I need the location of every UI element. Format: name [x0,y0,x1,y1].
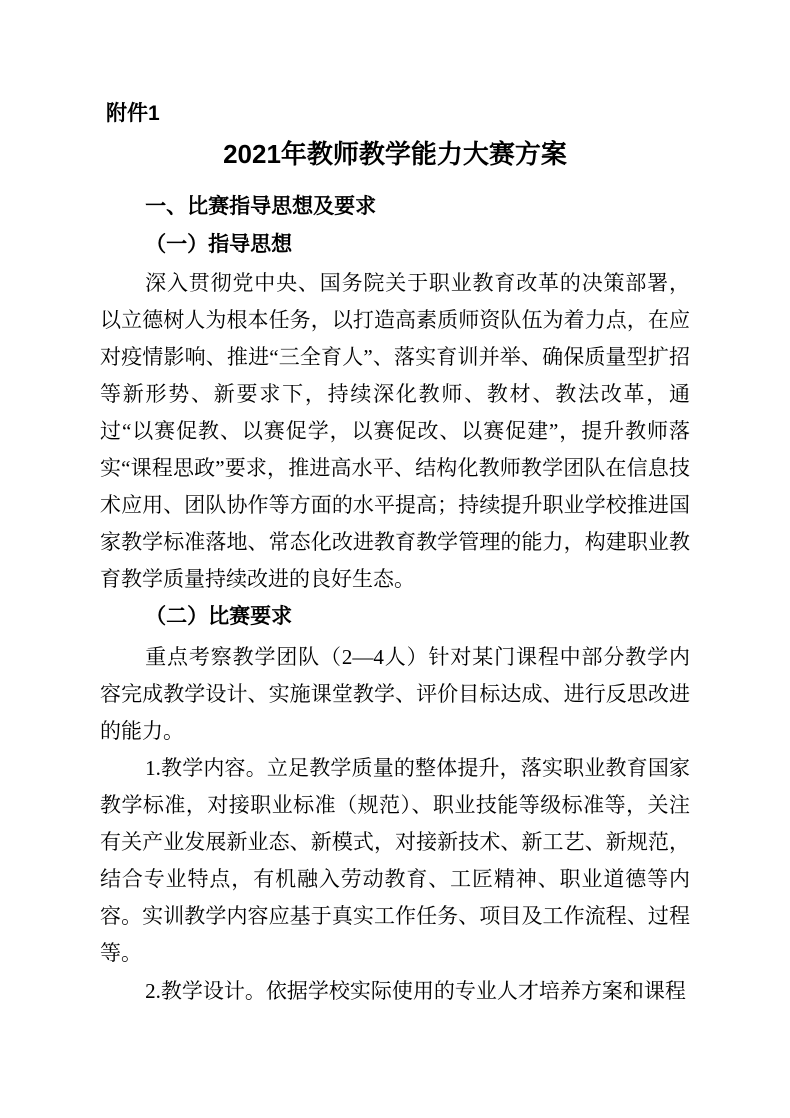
subsection-heading-competition-requirements: （二）比赛要求 [145,605,293,628]
paragraph-item1-teaching-content: 1.教学内容。立足教学质量的整体提升，落实职业教育国家教学标准，对接职业标准（规范）、职业技能等级标准等，关注有关产业发展新业态、新模式，对接新技术、新工艺、新规范，结合专业特点，有机融入劳动教育、工匠精神、职业道德等内容。实训教学内容应基于真实工作任务、项目及工作流程、过程等。 [100,756,690,965]
paragraph-guiding-ideology: 深入贯彻党中央、国务院关于职业教育改革的决策部署，以立德树人为根本任务，以打造高素质师资队伍为着力点，在应对疫情影响、推进“三全育人”、落实育训并举、确保质量型扩招等新形势、新要求下，持续深化教师、教材、教法改革，通过“以赛促教、以赛促学，以赛促改、以赛促建”，提升教师落实“课程思政”要求，推进高水平、结构化教师教学团队在信息技术应用、团队协作等方面的水平提高；持续提升职业学校推进国家教学标准落地、常态化改进教育教学管理的能力，构建职业教育教学质量持续改进的良好生态。 [100,271,690,591]
section-heading-guiding-ideology-and-requirements: 一、比赛指导思想及要求 [145,195,377,218]
paragraph-requirements-overview: 重点考察教学团队（2—4人）针对某门课程中部分教学内容完成教学设计、实施课堂教学、评价目标达成、进行反思改进的能力。 [100,645,690,743]
subsection-heading-guiding-ideology: （一）指导思想 [145,233,293,256]
paragraph-item2-teaching-design-partial: 2.教学设计。依据学校实际使用的专业人才培养方案和课程 [145,979,686,1003]
document-content [100,95,690,1010]
attachment-label: 附件1 [106,102,160,125]
document-title: 2021年教师教学能力大赛方案 [223,139,567,169]
